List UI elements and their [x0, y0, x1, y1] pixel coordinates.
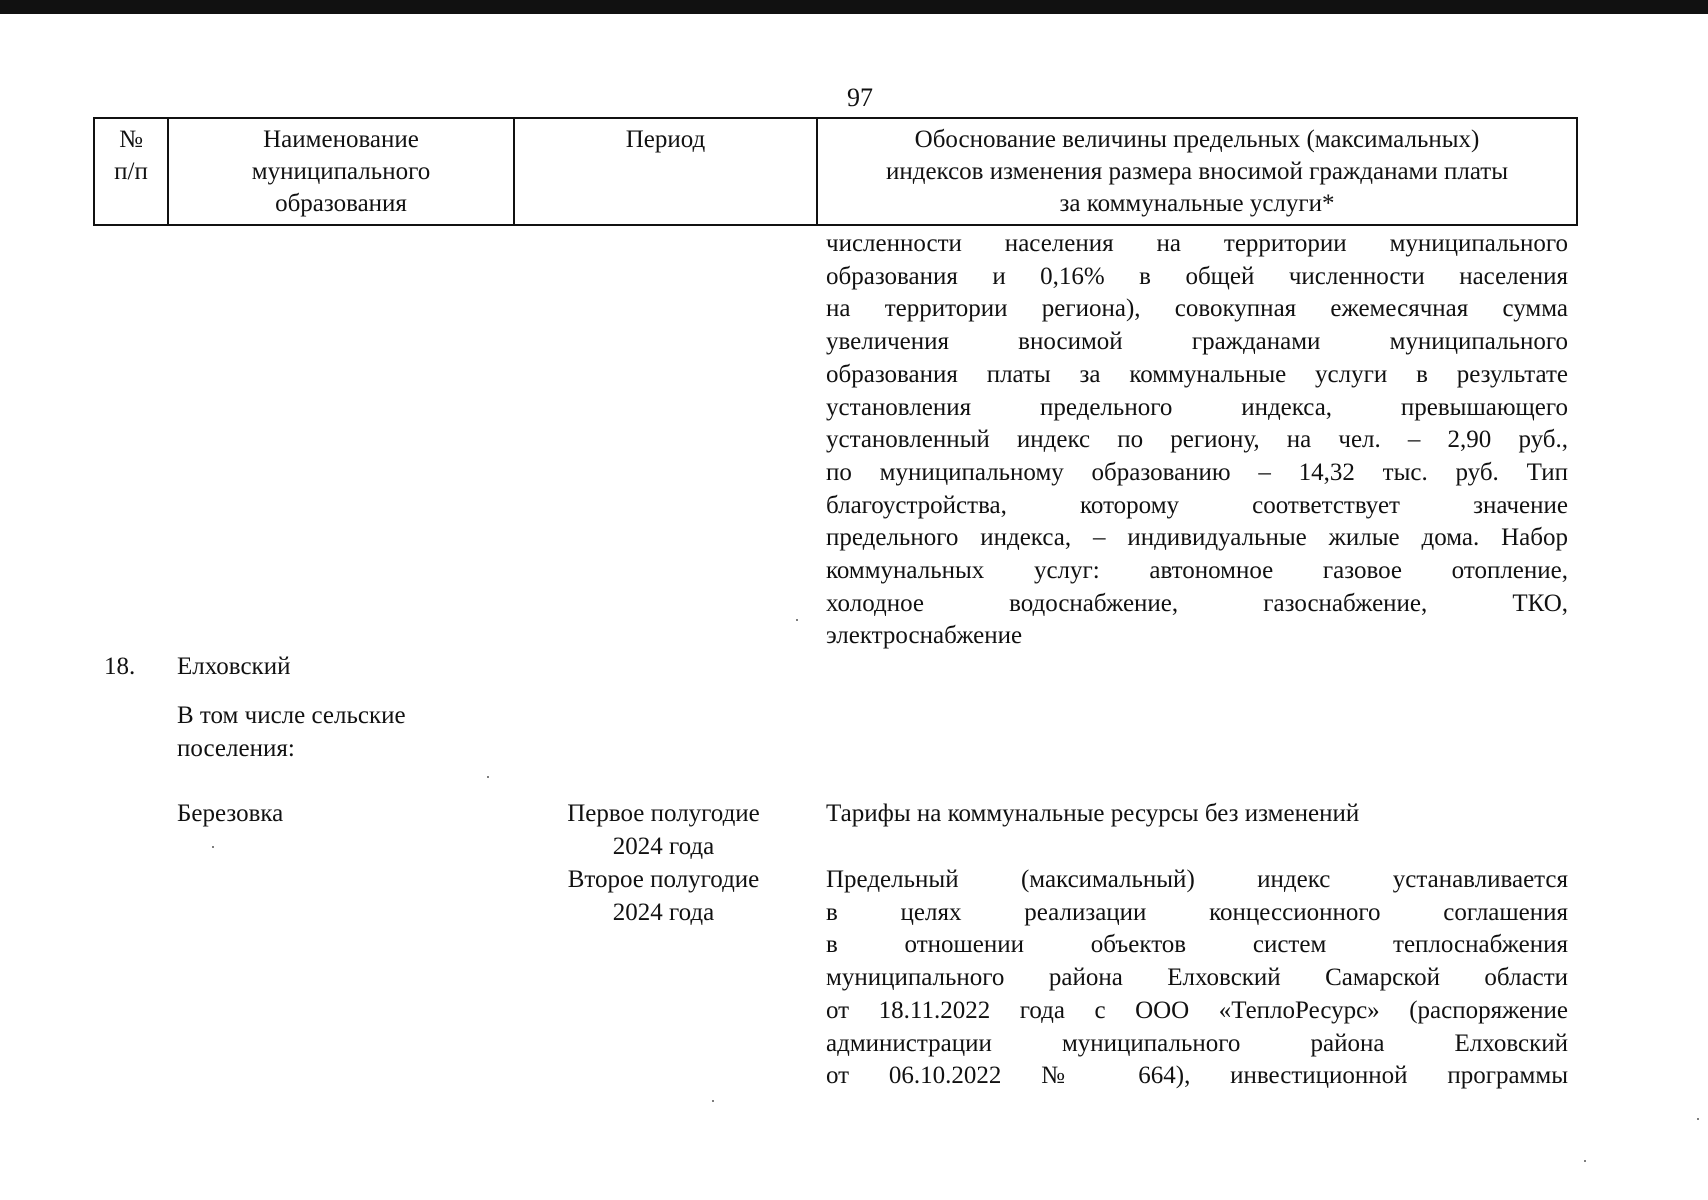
- period-line: Первое полугодие: [567, 800, 760, 827]
- paragraph-line: Предельный (максимальный) индекс устанавливается: [826, 866, 1568, 893]
- paragraph-line: образования и 0,16% в общей численности населения: [826, 262, 1568, 290]
- tariff-note: Тарифы на коммунальные ресурсы без изменений: [826, 800, 1360, 827]
- header-text: Обоснование величины предельных (максимальных): [914, 126, 1480, 153]
- header-text: муниципального: [251, 158, 431, 185]
- paragraph-line: холодное водоснабжение, газоснабжение, ТКО,: [826, 589, 1568, 617]
- paragraph-line: на территории региона), совокупная ежемесячная сумма: [826, 295, 1568, 323]
- period-line: 2024 года: [612, 832, 715, 860]
- paragraph-line: от 18.11.2022 года с ООО «ТеплоРесурс» (распоряжение: [826, 996, 1568, 1024]
- paragraph-line: установленный индекс по региону, на чел. – 2,90 руб.,: [826, 426, 1568, 454]
- paragraph-line: предельного индекса, – индивидуальные жилые дома. Набор: [826, 524, 1568, 552]
- header-cell-period: [513, 119, 816, 224]
- rural-settlements-subtitle: В том числе сельские поселения:: [177, 702, 406, 762]
- paragraph-line: электроснабжение: [826, 622, 1023, 650]
- period-line: Второе полугодие: [567, 866, 760, 893]
- scan-speck: [1584, 1160, 1586, 1162]
- period-line: 2024 года: [612, 898, 715, 926]
- continuation-paragraph: [826, 228, 1568, 653]
- row-number: 18.: [104, 653, 136, 680]
- settlement-name: Березовка: [177, 800, 284, 827]
- scan-speck: [796, 619, 798, 621]
- header-text: образования: [275, 190, 407, 217]
- period-first-half: [540, 798, 787, 863]
- paragraph-line: установления предельного индекса, превышающего: [826, 393, 1568, 421]
- header-text: Наименование: [263, 126, 419, 153]
- scan-speck: [487, 776, 489, 778]
- municipality-name: Елховский: [177, 653, 291, 680]
- header-text: индексов изменения размера вносимой гражданами платы: [885, 158, 1509, 185]
- basis-paragraph: [826, 864, 1568, 1093]
- paragraph-line: от 06.10.2022 № 664), инвестиционной программы: [826, 1062, 1568, 1090]
- header-text: №: [119, 126, 143, 153]
- header-text: за коммунальные услуги*: [1059, 190, 1335, 217]
- paragraph-line: по муниципальному образованию – 14,32 тыс. руб. Тип: [826, 458, 1568, 486]
- scan-speck: [1697, 1118, 1699, 1120]
- paragraph-line: коммунальных услуг: автономное газовое отопление,: [826, 557, 1568, 585]
- header-text: Период: [625, 126, 706, 153]
- page-number: 97: [847, 83, 873, 112]
- paragraph-line: муниципального района Елховский Самарской области: [826, 964, 1568, 992]
- paragraph-line: численности населения на территории муниципального: [826, 230, 1568, 257]
- scan-speck: [212, 846, 214, 848]
- header-cell-number: [95, 119, 167, 224]
- paragraph-line: увеличения вносимой гражданами муниципального: [826, 328, 1568, 356]
- paragraph-line: в отношении объектов систем теплоснабжения: [826, 931, 1568, 959]
- paragraph-line: в целях реализации концессионного соглашения: [826, 898, 1568, 926]
- header-cell-municipality: [167, 119, 513, 224]
- paragraph-line: администрации муниципального района Елховский: [826, 1029, 1568, 1057]
- scan-top-border: [0, 0, 1708, 14]
- header-cell-basis: [816, 119, 1576, 224]
- header-text: п/п: [114, 158, 148, 185]
- table-header: [93, 117, 1578, 226]
- period-second-half: [540, 864, 787, 929]
- paragraph-line: благоустройства, которому соответствует значение: [826, 491, 1568, 519]
- scan-speck: [712, 1100, 714, 1102]
- paragraph-line: образования платы за коммунальные услуги в результате: [826, 360, 1568, 388]
